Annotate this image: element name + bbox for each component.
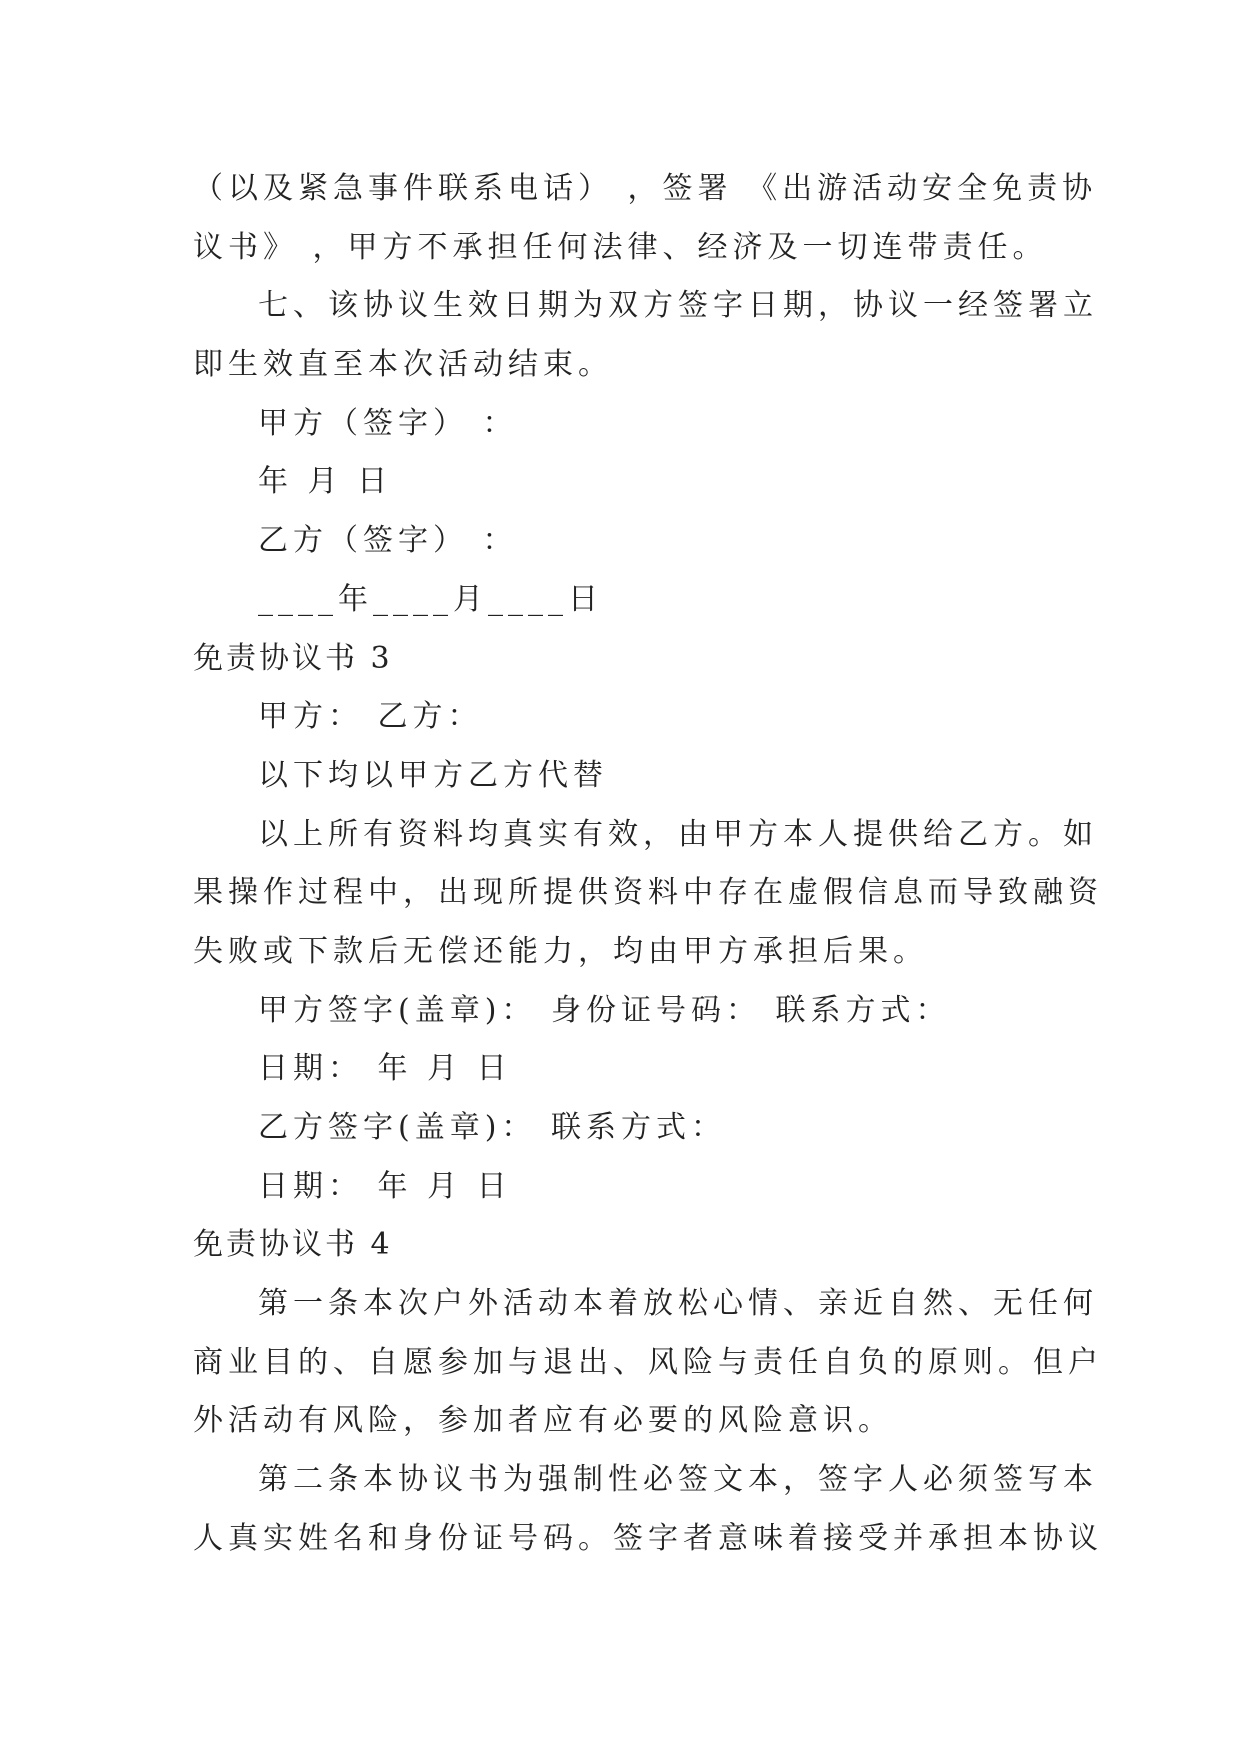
text-line: 人真实姓名和身份证号码。签字者意味着接受并承担本协议	[193, 1520, 1103, 1556]
text-line: 七、该协议生效日期为双方签字日期，协议一经签署立	[258, 288, 1098, 324]
text-line: 商业目的、自愿参加与退出、风险与责任自负的原则。但户	[193, 1344, 1103, 1380]
text-line: 乙方（签字） ：	[258, 523, 518, 559]
text-line: 日期： 年 月 日	[258, 1168, 512, 1204]
text-line: 甲方（签字） ：	[258, 405, 518, 441]
text-line: 议书》 ，甲方不承担任何法律、经济及一切连带责任。	[193, 229, 1048, 265]
text-line: 即生效直至本次活动结束。	[193, 347, 613, 383]
text-line: 甲方签字(盖章)： 身份证号码： 联系方式：	[258, 992, 951, 1028]
text-line: 失败或下款后无偿还能力，均由甲方承担后果。	[193, 933, 928, 969]
text-line: 外活动有风险，参加者应有必要的风险意识。	[193, 1403, 893, 1439]
text-line: （以及紧急事件联系电话） ，签署 《出游活动安全免责协	[193, 171, 1098, 206]
text-line: 甲方： 乙方：	[258, 699, 483, 735]
text-line: 第二条本协议书为强制性必签文本，签字人必须签写本	[258, 1462, 1098, 1498]
text-line: 日期： 年 月 日	[258, 1051, 512, 1087]
text-line: ____年____月____日	[258, 581, 603, 617]
text-line: 年 月 日	[258, 464, 393, 500]
document-body	[193, 160, 1103, 1569]
text-line: 以上所有资料均真实有效，由甲方本人提供给乙方。如	[258, 816, 1098, 852]
text-line: 第一条本次户外活动本着放松心情、亲近自然、无任何	[258, 1286, 1098, 1322]
text-line: 果操作过程中，出现所提供资料中存在虚假信息而导致融资	[193, 875, 1103, 911]
section-heading: 免责协议书 3	[193, 640, 393, 676]
text-line: 以下均以甲方乙方代替	[258, 757, 608, 793]
text-line: 乙方签字(盖章)： 联系方式：	[258, 1110, 726, 1145]
section-heading: 免责协议书 4	[193, 1227, 393, 1263]
